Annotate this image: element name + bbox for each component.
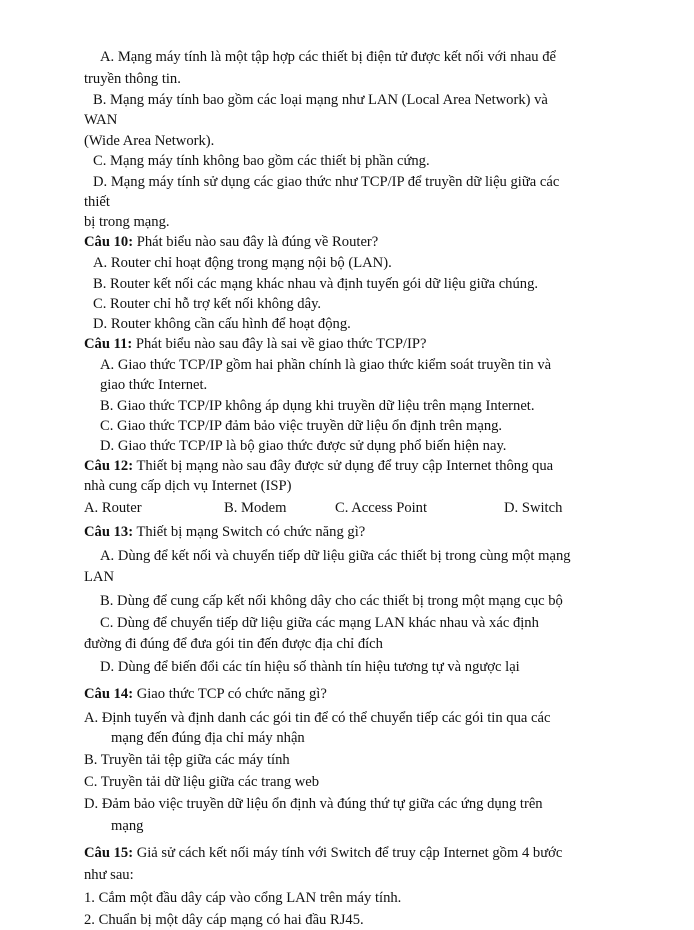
text-line [84, 635, 383, 653]
line-text: mạng [111, 818, 144, 834]
text-line [100, 397, 535, 415]
text-line [84, 773, 319, 791]
line-text: đường đi đúng để đưa gói tin đến được địa chỉ đích [84, 636, 383, 652]
line-text: D. Router không cần cấu hình để hoạt động. [93, 316, 351, 332]
line-text: D. Giao thức TCP/IP là bộ giao thức được sử dụng phổ biến hiện nay. [100, 438, 507, 454]
question-number: Câu 11: [84, 336, 133, 352]
text-line [84, 911, 364, 929]
text-line [84, 477, 292, 495]
text-line [84, 709, 550, 727]
text-line [111, 817, 143, 835]
text-line [93, 152, 430, 170]
line-text: C. Dùng để chuyển tiếp dữ liệu giữa các mạng LAN khác nhau và xác định [100, 615, 539, 631]
line-text: Phát biểu nào sau đây là đúng về Router? [133, 234, 379, 250]
line-text: A. Router chỉ hoạt động trong mạng nội bộ (LAN). [93, 255, 392, 271]
text-line [84, 70, 181, 88]
text-line [84, 866, 134, 884]
line-text: B. Mạng máy tính bao gồm các loại mạng như LAN (Local Area Network) và [93, 92, 548, 108]
question-line [84, 685, 327, 703]
text-line [100, 376, 207, 394]
line-text: B. Truyền tải tệp giữa các máy tính [84, 752, 290, 768]
line-text: như sau: [84, 867, 134, 883]
line-text: Giả sử cách kết nối máy tính với Switch để truy cập Internet gồm 4 bước [133, 845, 563, 861]
text-line [93, 91, 548, 109]
text-line [93, 173, 559, 191]
text-line [84, 889, 401, 907]
line-text: B. Dùng để cung cấp kết nối không dây cho các thiết bị trong một mạng cục bộ [100, 593, 563, 609]
line-text: Phát biểu nào sau đây là sai về giao thức TCP/IP? [132, 336, 427, 352]
line-text: bị trong mạng. [84, 214, 170, 230]
line-text: C. Mạng máy tính không bao gồm các thiết bị phần cứng. [93, 153, 430, 169]
question-line [84, 523, 365, 541]
text-line [100, 417, 502, 435]
text-line [93, 295, 321, 313]
question-line [84, 457, 553, 475]
text-line [93, 254, 392, 272]
text-line [84, 568, 114, 586]
line-text: B. Router kết nối các mạng khác nhau và định tuyến gói dữ liệu giữa chúng. [93, 276, 539, 292]
question-number: Câu 15: [84, 845, 134, 861]
line-text: D. Dùng để biến đổi các tín hiệu số thành tín hiệu tương tự và ngược lại [100, 659, 520, 675]
q12-option-c: C. Access Point [335, 500, 428, 516]
text-line [100, 437, 506, 455]
text-line [111, 729, 305, 747]
text-line [93, 275, 538, 293]
line-text: LAN [84, 569, 114, 585]
text-line [93, 315, 351, 333]
text-line [100, 614, 539, 632]
text-line [84, 132, 214, 150]
line-text: truyền thông tin. [84, 71, 181, 87]
line-text: 2. Chuẩn bị một dây cáp mạng có hai đầu RJ45. [84, 912, 364, 928]
line-text: mạng đến đúng địa chỉ máy nhận [111, 730, 305, 746]
line-text: thiết [84, 194, 110, 210]
question-line [84, 844, 562, 862]
question-number: Câu 14: [84, 686, 134, 702]
line-text: (Wide Area Network). [84, 133, 215, 149]
line-text: giao thức Internet. [100, 377, 208, 393]
line-text: WAN [84, 112, 118, 128]
line-text: D. Đảm bảo việc truyền dữ liệu ổn định và đúng thứ tự giữa các ứng dụng trên [84, 796, 543, 812]
line-text: Thiết bị mạng nào sau đây được sử dụng để truy cập Internet thông qua [133, 458, 554, 474]
q12-option-a: A. Router [84, 500, 142, 516]
line-text: A. Giao thức TCP/IP gồm hai phần chính là giao thức kiểm soát truyền tin và [100, 357, 552, 373]
text-line [84, 111, 117, 129]
line-text: C. Giao thức TCP/IP đảm bảo việc truyền dữ liệu ổn định trên mạng. [100, 418, 503, 434]
text-line [84, 193, 110, 211]
text-line [84, 795, 543, 813]
line-text: nhà cung cấp dịch vụ Internet (ISP) [84, 478, 292, 494]
line-text: A. Định tuyến và định danh các gói tin để có thể chuyển tiếp các gói tin qua các [84, 710, 551, 726]
line-text: C. Truyền tải dữ liệu giữa các trang web [84, 774, 320, 790]
question-line [84, 233, 378, 251]
question-number: Câu 12: [84, 458, 134, 474]
question-line [84, 335, 426, 353]
line-text: A. Mạng máy tính là một tập hợp các thiết bị điện tử được kết nối với nhau để [100, 49, 557, 65]
text-line [100, 547, 571, 565]
line-text: A. Dùng để kết nối và chuyển tiếp dữ liệu giữa các thiết bị trong cùng một mạng [100, 548, 571, 564]
text-line [100, 592, 563, 610]
text-line [100, 356, 551, 374]
text-line [84, 751, 290, 769]
line-text: 1. Cắm một đầu dây cáp vào cổng LAN trên máy tính. [84, 890, 402, 906]
question-number: Câu 10: [84, 234, 134, 250]
q12-option-d: D. Switch [504, 500, 563, 516]
text-line [100, 48, 556, 66]
line-text: B. Giao thức TCP/IP không áp dụng khi truyền dữ liệu trên mạng Internet. [100, 398, 535, 414]
text-line [100, 658, 520, 676]
line-text: D. Mạng máy tính sử dụng các giao thức như TCP/IP để truyền dữ liệu giữa các [93, 174, 560, 190]
line-text: Giao thức TCP có chức năng gì? [133, 686, 327, 702]
text-line [84, 213, 170, 231]
question-number: Câu 13: [84, 524, 134, 540]
line-text: Thiết bị mạng Switch có chức năng gì? [133, 524, 366, 540]
line-text: C. Router chỉ hỗ trợ kết nối không dây. [93, 296, 322, 312]
q12-option-b: B. Modem [224, 500, 287, 516]
